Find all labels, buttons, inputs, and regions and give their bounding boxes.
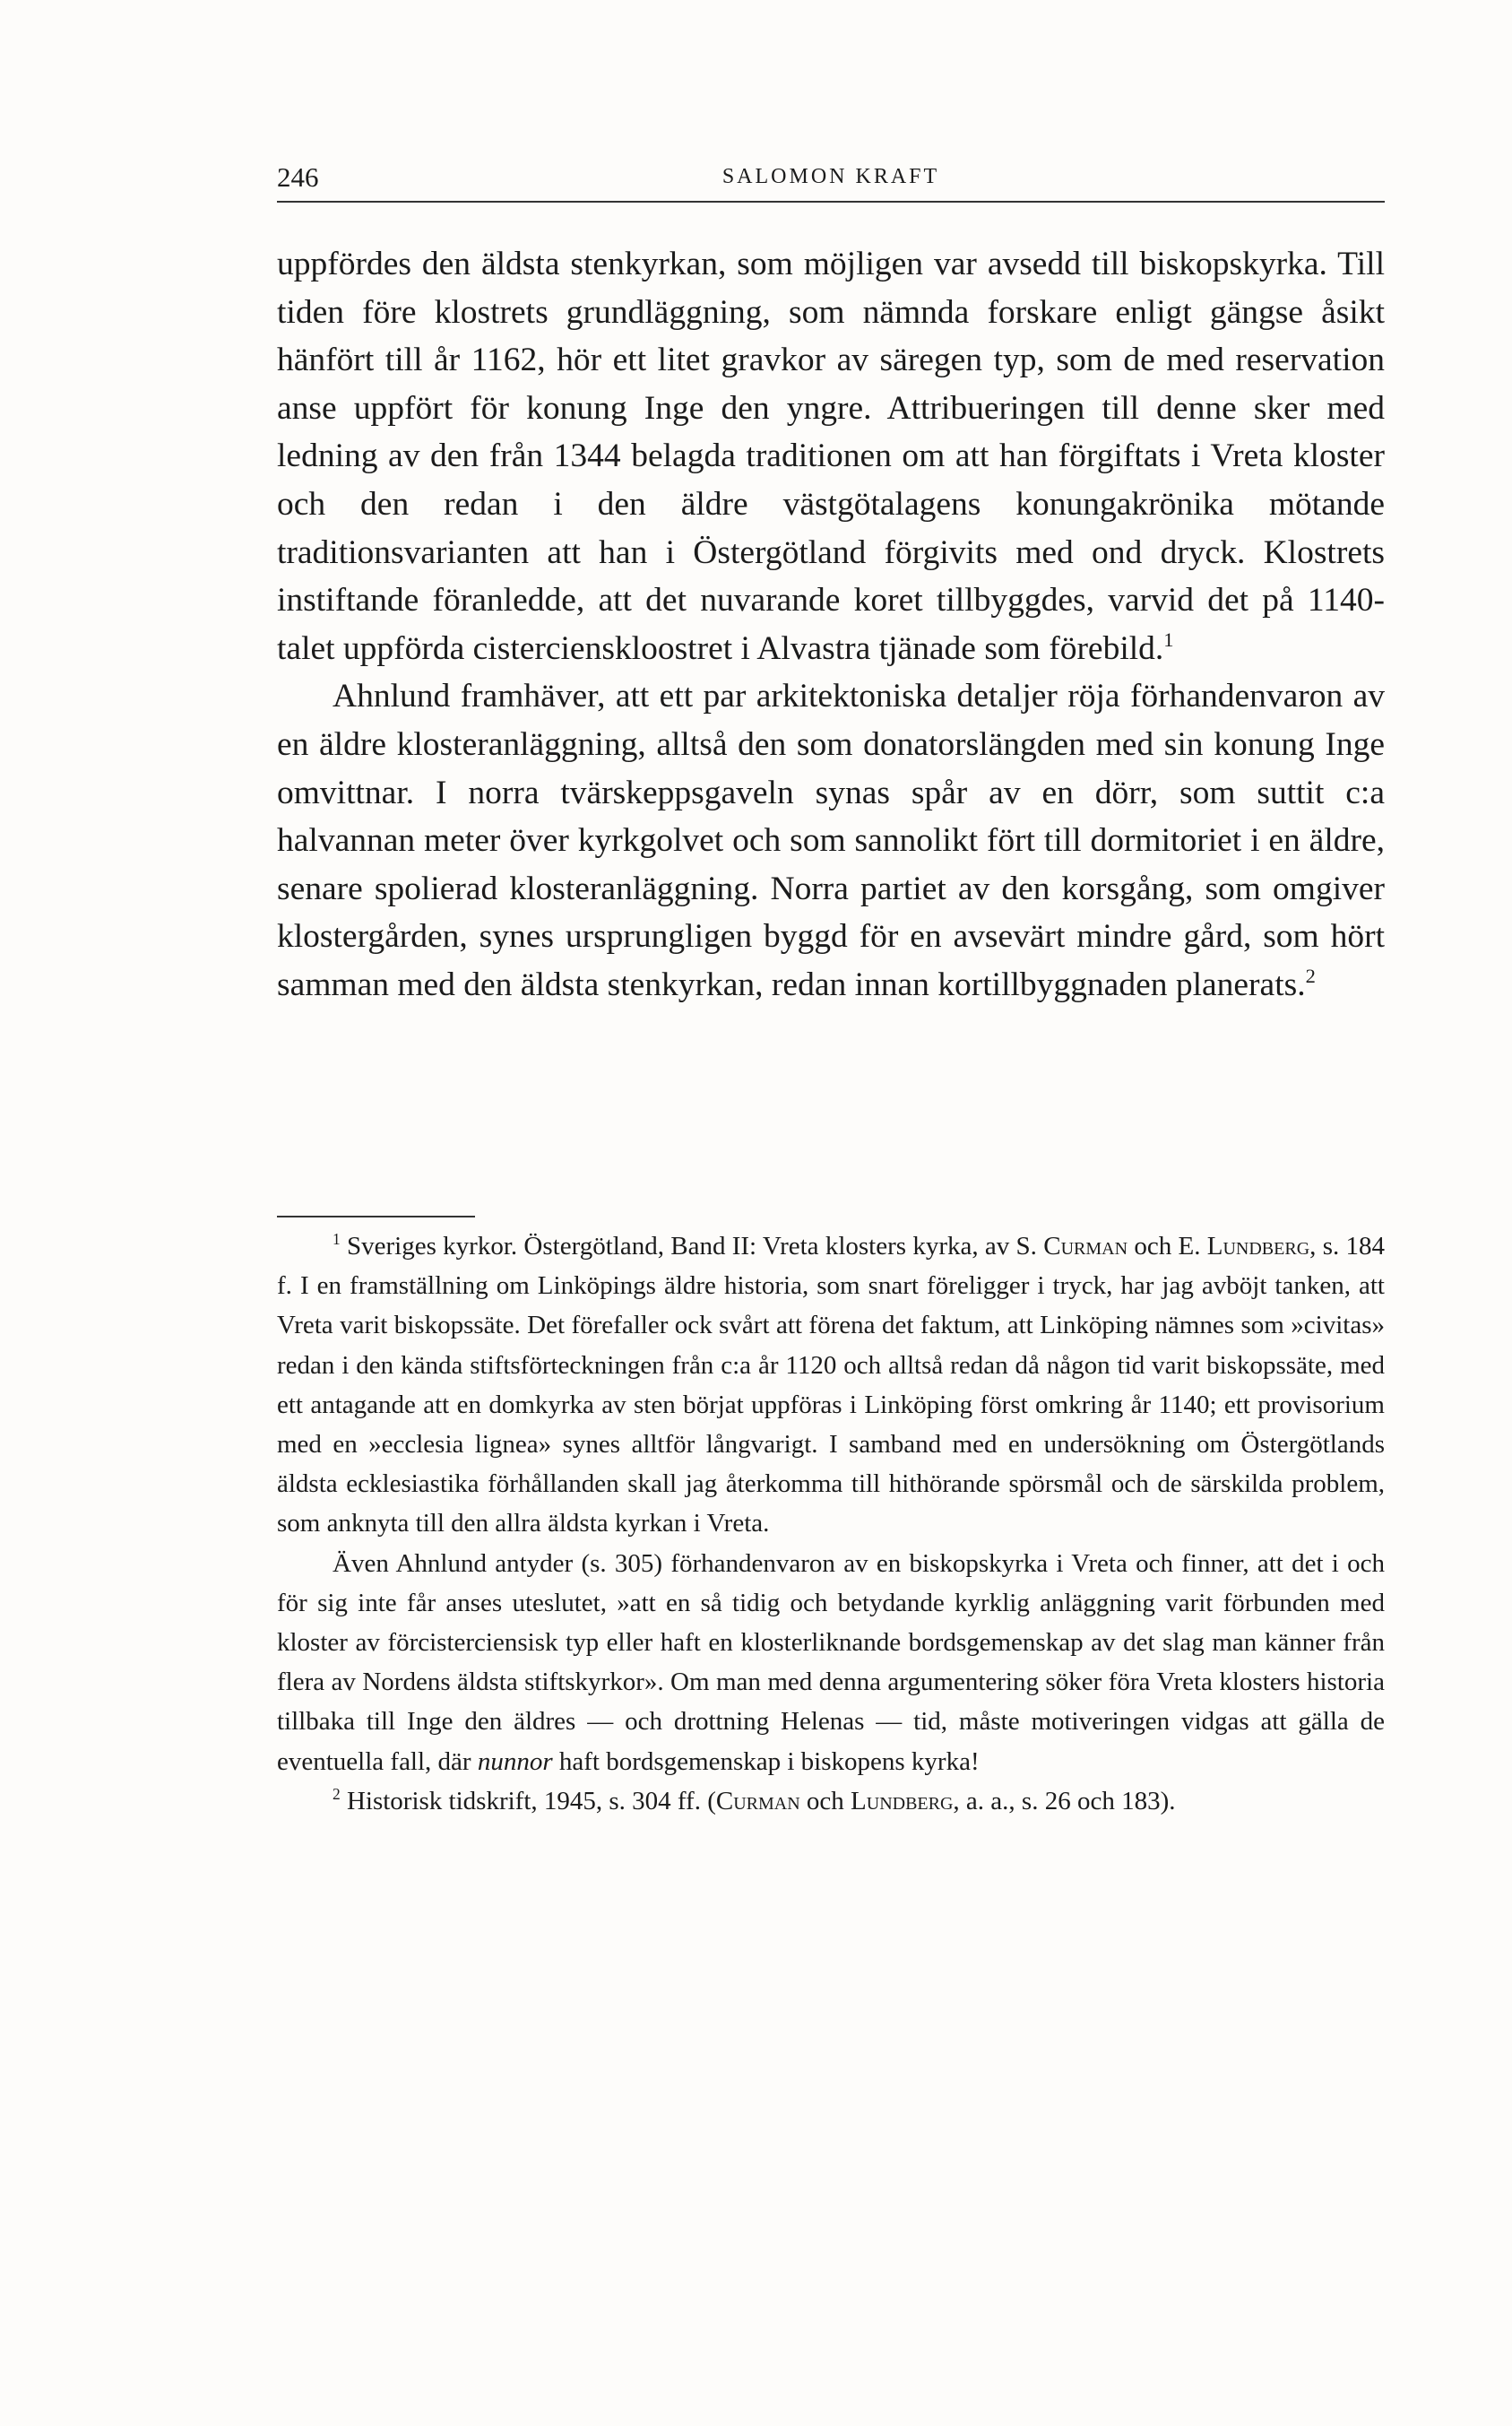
- page-number: 246: [277, 161, 319, 193]
- footnote-1-text-a: Sveriges kyrkor. Östergötland, Band II: Vreta klosters kyrka, av S.: [347, 1232, 1037, 1261]
- paragraph-2: [277, 672, 1385, 1009]
- footnote-2-text-a: Historisk tidskrift, 1945, s. 304 ff. (: [346, 1786, 716, 1815]
- author-name: Curman: [1043, 1232, 1128, 1261]
- footnote-1-mark: 1: [333, 1230, 341, 1249]
- footnote-2-mark: 2: [333, 1785, 341, 1804]
- footnote-1-text-c: , s. 184 f. I en framställning om Linköpings äldre historia, som snart föreligger i tryck, har jag avböjt tanken, att Vreta varit biskopssäte. Det förefaller ock svårt att förena det faktum, att Linköping nämnes som »civitas» redan i den kända stiftsförteckningen från c:a år 1120 och alltså redan då någon tid varit biskopssäte, med ett antagande att en domkyrka av sten börjat uppföras i Linköping först omkring år 1140; ett provisorium med en »ecclesia lignea» synes alltför långvarigt. I samband med en undersökning om Östergötlands äldsta ecklesiastika förhållanden skall jag återkomma till hithörande spörsmål och de särskilda problem, som anknyta till den allra äldsta kyrkan i Vreta.: [277, 1232, 1386, 1538]
- footnote-1-text-b: och E.: [1134, 1232, 1201, 1261]
- paragraph-1: [277, 240, 1385, 672]
- footnote-ref-2: 2: [1305, 964, 1316, 987]
- footnote-2-text-b: och: [806, 1786, 844, 1815]
- footnote-2: [277, 1781, 1385, 1821]
- italic-word: nunnor: [477, 1746, 553, 1776]
- footnote-1-cont-text-b: haft bordsgemenskap i biskopens kyrka!: [558, 1746, 980, 1776]
- paragraph-2-text: Ahnlund framhäver, att ett par arkitektoniska detaljer röja förhandenvaron av en äldre klosteranläggning, alltså den som donatorslängden med sin konung Inge omvittnar. I norra tvärskeppsgaveln synas spår av en dörr, som suttit c:a halvannan meter över kyrkgolvet och som sannolikt fört till dormitoriet i en äldre, senare spolierad klosteranläggning. Norra partiet av den korsgång, som omgiver klostergården, synes ursprungligen byggd för en avsevärt mindre gård, som hört samman med den äldsta stenkyrkan, redan innan kortillbyggnaden planerats.: [277, 678, 1385, 1003]
- footnote-1-continuation: [277, 1544, 1385, 1781]
- footnote-1: [277, 1226, 1385, 1544]
- header-rule: [277, 201, 1385, 203]
- footnotes: [277, 1226, 1385, 1821]
- running-head: SALOMON KRAFT: [721, 165, 940, 188]
- author-name: Lundberg: [851, 1786, 954, 1815]
- author-name: Curman: [715, 1786, 800, 1815]
- footnote-ref-1: 1: [1163, 628, 1174, 651]
- footnote-rule: [277, 1216, 475, 1217]
- footnote-2-text-c: , a. a., s. 26 och 183).: [953, 1786, 1176, 1815]
- author-name: Lundberg: [1206, 1232, 1310, 1261]
- page-header: [277, 161, 1385, 197]
- paragraph-1-text: uppfördes den äldsta stenkyrkan, som möjligen var avsedd till biskopskyrka. Till tiden före klostrets grundläggning, som nämnda forskare enligt gängse åsikt hänfört till år 1162, hör ett litet gravkor av säregen typ, som de med reservation anse uppfört för konung Inge den yngre. Attribueringen till denne sker med ledning av den från 1344 belagda traditionen om att han förgiftats i Vreta kloster och den redan i den äldre västgötalagens konungakrönika mötande traditionsvarianten att han i Östergötland förgivits med ond dryck. Klostrets instiftande föranledde, att det nuvarande koret tillbyggdes, varvid det på 1140-talet uppförda cistercienskloostret i Alvastra tjänade som förebild.: [277, 246, 1385, 667]
- footnote-1-cont-text-a: Även Ahnlund antyder (s. 305) förhandenvaron av en biskopskyrka i Vreta och finner, att det i och för sig inte får anses uteslutet, »att en så tidig och betydande kyrklig anläggning varit förbunden med kloster av förcisterciensisk typ eller haft en klosterliknande bordsgemenskap av det slag man känner från flera av Nordens äldsta stiftskyrkor». Om man med denna argumentering söker föra Vreta klosters historia tillbaka till Inge den äldres — och drottning Helenas — tid, måste motiveringen vidgas att gälla de eventuella fall, där: [277, 1548, 1385, 1776]
- body-text: [277, 240, 1385, 1009]
